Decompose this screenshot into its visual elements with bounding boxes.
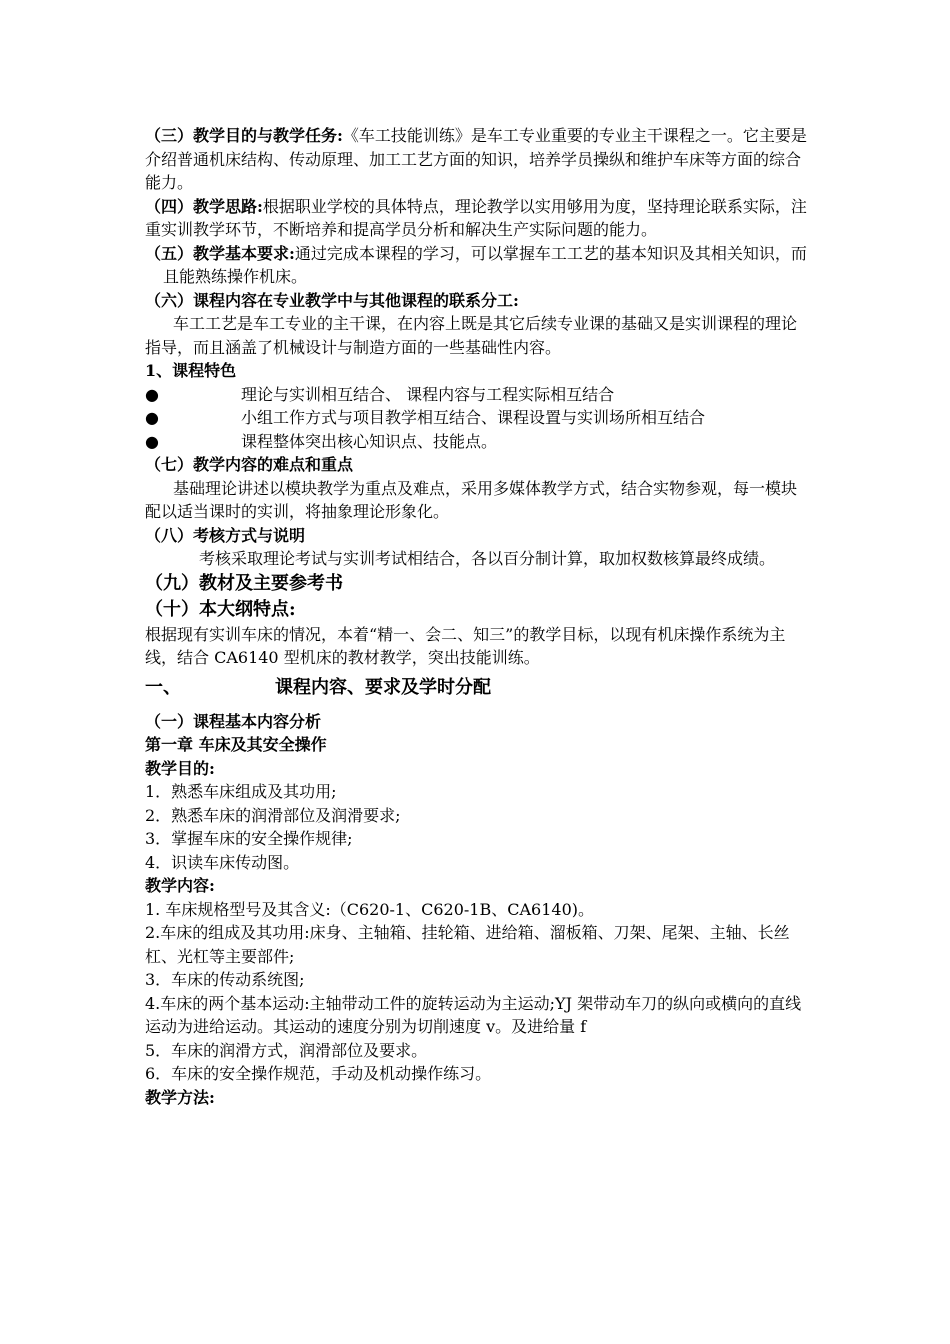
section-6-heading: （六）课程内容在专业教学中与其他课程的联系分工: — [145, 290, 519, 310]
feature-item — [145, 383, 810, 407]
section-8-text: 考核采取理论考试与实训考试相结合，各以百分制计算，取加权数核算最终成绩。 — [199, 549, 776, 568]
feature-text: 小组工作方式与项目教学相互结合、课程设置与实训场所相互结合 — [241, 408, 706, 427]
section-6-text: 车工工艺是车工专业的主干课，在内容上既是其它后续专业课的基础又是实训课程的理论指导，而且涵盖了机械设计与制造方面的一些基础性内容。 — [145, 314, 798, 357]
section-9-heading: （九）教材及主要参考书 — [145, 572, 343, 594]
feature-text: 理论与实训相互结合、 课程内容与工程实际相互结合 — [241, 384, 615, 404]
objective-item: 1．熟悉车床组成及其功用; — [145, 782, 337, 801]
content-item: 3．车床的传动系统图; — [145, 970, 305, 989]
bullet-dot-icon: ● — [145, 384, 159, 404]
objective-item: 4．识读车床传动图。 — [145, 852, 300, 872]
bullet-dot-icon: ● — [145, 431, 159, 451]
section-7-heading: （七）教学内容的难点和重点 — [145, 455, 354, 474]
objective-item: 2．熟悉车床的润滑部位及润滑要求; — [145, 805, 401, 825]
objectives-heading: 教学目的: — [145, 758, 215, 778]
features-heading: 1、课程特色 — [145, 361, 237, 380]
section-3-heading: （三）教学目的与教学任务: — [145, 126, 343, 145]
section-3 — [145, 124, 810, 195]
part-title: 课程内容、要求及学时分配 — [275, 676, 491, 698]
section-10-text: 根据现有实训车床的情况，本着“精一、会二、知三”的教学目标，以现有机床操作系统为主线，结合 CA6140 型机床的教材教学，突出技能训练。 — [145, 624, 786, 667]
section-3-text: 《车工技能训练》是车工专业重要的专业主干课程之一。它主要是介绍普通机床结构、传动原理、加工工艺方面的知识，培养学员操纵和维护车床等方面的综合能力。 — [145, 126, 807, 192]
section-5 — [145, 242, 810, 289]
analysis-heading: （一）课程基本内容分析 — [145, 711, 322, 731]
chapter-title: 第一章 车床及其安全操作 — [145, 735, 327, 754]
section-5-text: 通过完成本课程的学习，可以掌握车工工艺的基本知识及其相关知识，而且能熟练操作机床。 — [163, 243, 807, 286]
method-heading: 教学方法: — [145, 1087, 215, 1107]
content-item: 6．车床的安全操作规范，手动及机动操作练习。 — [145, 1064, 492, 1083]
content-heading: 教学内容: — [145, 876, 215, 895]
section-4-text: 根据职业学校的具体特点，理论教学以实用够用为度，坚持理论联系实际，注重实训教学环节，不断培养和提高学员分析和解决生产实际问题的能力。 — [145, 196, 807, 239]
feature-item — [145, 406, 810, 430]
objective-item: 3．掌握车床的安全操作规律; — [145, 829, 353, 848]
section-4-heading: （四）教学思路: — [145, 196, 263, 216]
section-8-heading: （八）考核方式与说明 — [145, 525, 306, 545]
content-item: 4.车床的两个基本运动:主轴带动工件的旋转运动为主运动;YJ 架带动车刀的纵向或横向的直线运动为进给运动。其运动的速度分别为切削速度 v。及进给量 f — [145, 993, 802, 1036]
section-4 — [145, 195, 810, 242]
section-10-heading: （十）本大纲特点: — [145, 598, 296, 620]
feature-text: 课程整体突出核心知识点、技能点。 — [241, 431, 498, 451]
section-7-text: 基础理论讲述以模块教学为重点及难点，采用多媒体教学方式，结合实物参观，每一模块配以适当课时的实训，将抽象理论形象化。 — [145, 478, 798, 521]
feature-item — [145, 430, 810, 454]
content-item: 5．车床的润滑方式，润滑部位及要求。 — [145, 1040, 428, 1060]
document-page — [145, 124, 810, 1109]
bullet-dot-icon: ● — [145, 408, 159, 427]
section-5-heading: （五）教学基本要求: — [145, 243, 295, 263]
part-heading — [145, 674, 810, 702]
part-number: 一、 — [145, 676, 181, 698]
content-item: 1. 车床规格型号及其含义:（C620-1、C620-1B、CA6140)。 — [145, 899, 594, 919]
content-item: 2.车床的组成及其功用:床身、主轴箱、挂轮箱、进给箱、溜板箱、刀架、尾架、主轴、长丝杠、光杠等主要部件; — [145, 923, 790, 966]
